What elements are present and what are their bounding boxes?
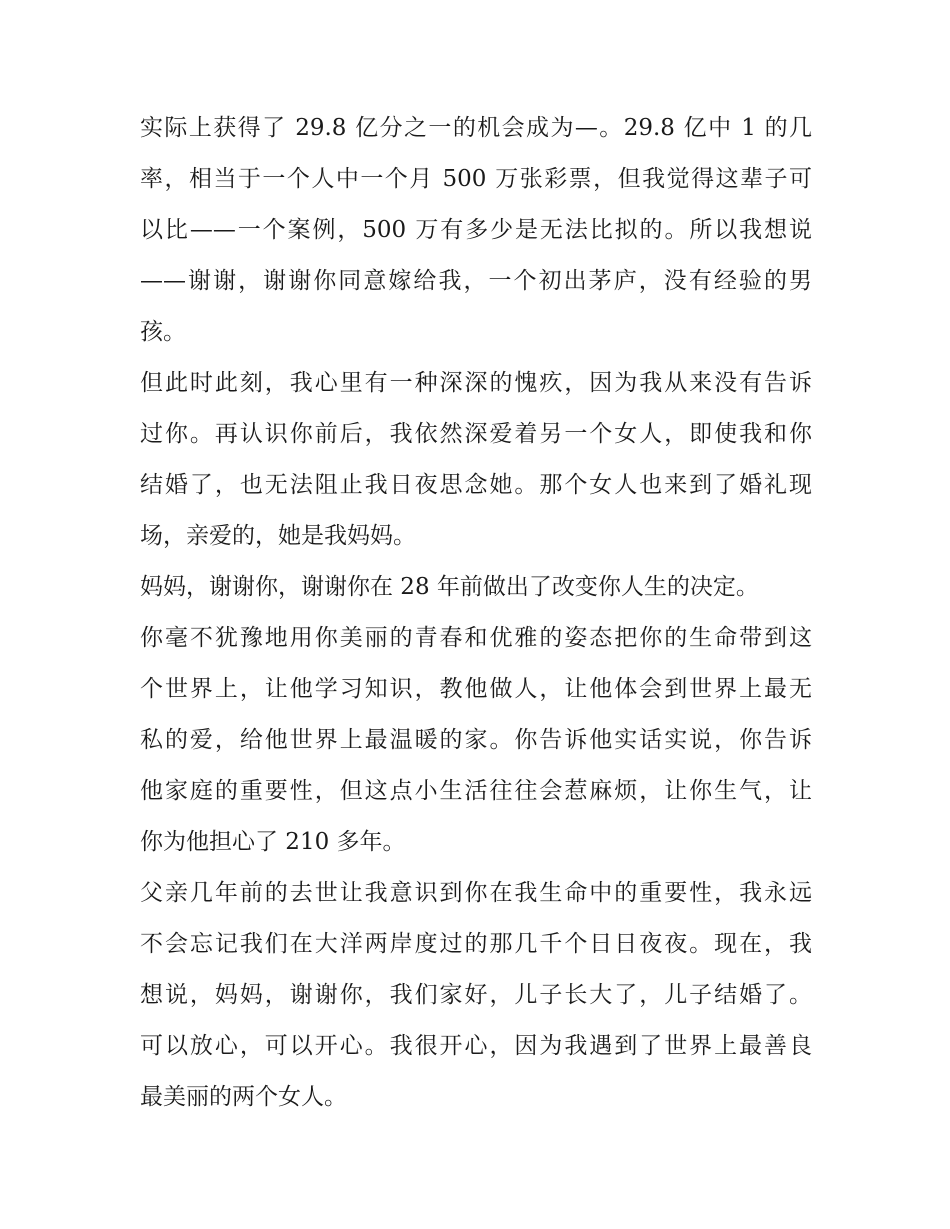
text-line: 你毫不犹豫地用你美丽的青春和优雅的姿态把你的生命带到这 [140,625,812,651]
text-line: 最美丽的两个女人。 [140,1084,347,1110]
paragraph [140,868,812,1123]
text-line: 结婚了，也无法阻止我日夜思念她。那个女人也来到了婚礼现 [140,472,812,498]
paragraph [140,358,812,562]
text-line: 妈妈，谢谢你，谢谢你在 28 年前做出了改变你人生的决定。 [140,574,759,600]
text-line: 个世界上，让他学习知识，教他做人，让他体会到世界上最无 [140,676,812,702]
text-line: 率，相当于一个人中一个月 500 万张彩票，但我觉得这辈子可 [140,166,812,192]
paragraph [140,613,812,868]
text-line: 以比——一个案例，500 万有多少是无法比拟的。所以我想说 [140,217,812,243]
text-line: 想说，妈妈，谢谢你，我们家好，儿子长大了，儿子结婚了。 [140,982,812,1008]
text-line: 场，亲爱的，她是我妈妈。 [140,523,416,549]
text-line: ——谢谢，谢谢你同意嫁给我，一个初出茅庐，没有经验的男 [140,268,812,294]
text-line: 实际上获得了 29.8 亿分之一的机会成为—。29.8 亿中 1 的几 [140,115,812,141]
paragraph [140,562,812,613]
text-line: 过你。再认识你前后，我依然深爱着另一个女人，即使我和你 [140,421,812,447]
text-line: 不会忘记我们在大洋两岸度过的那几千个日日夜夜。现在，我 [140,931,812,957]
text-line: 但此时此刻，我心里有一种深深的愧疚，因为我从来没有告诉 [140,370,812,396]
paragraph [140,103,812,358]
text-line: 可以放心，可以开心。我很开心，因为我遇到了世界上最善良 [140,1033,812,1059]
text-line: 他家庭的重要性，但这点小生活往往会惹麻烦，让你生气，让 [140,778,812,804]
text-line: 父亲几年前的去世让我意识到你在我生命中的重要性，我永远 [140,880,812,906]
text-line: 私的爱，给他世界上最温暖的家。你告诉他实话实说，你告诉 [140,727,812,753]
text-line: 孩。 [140,319,186,345]
text-line: 你为他担心了 210 多年。 [140,829,406,855]
document-body [140,103,812,1123]
